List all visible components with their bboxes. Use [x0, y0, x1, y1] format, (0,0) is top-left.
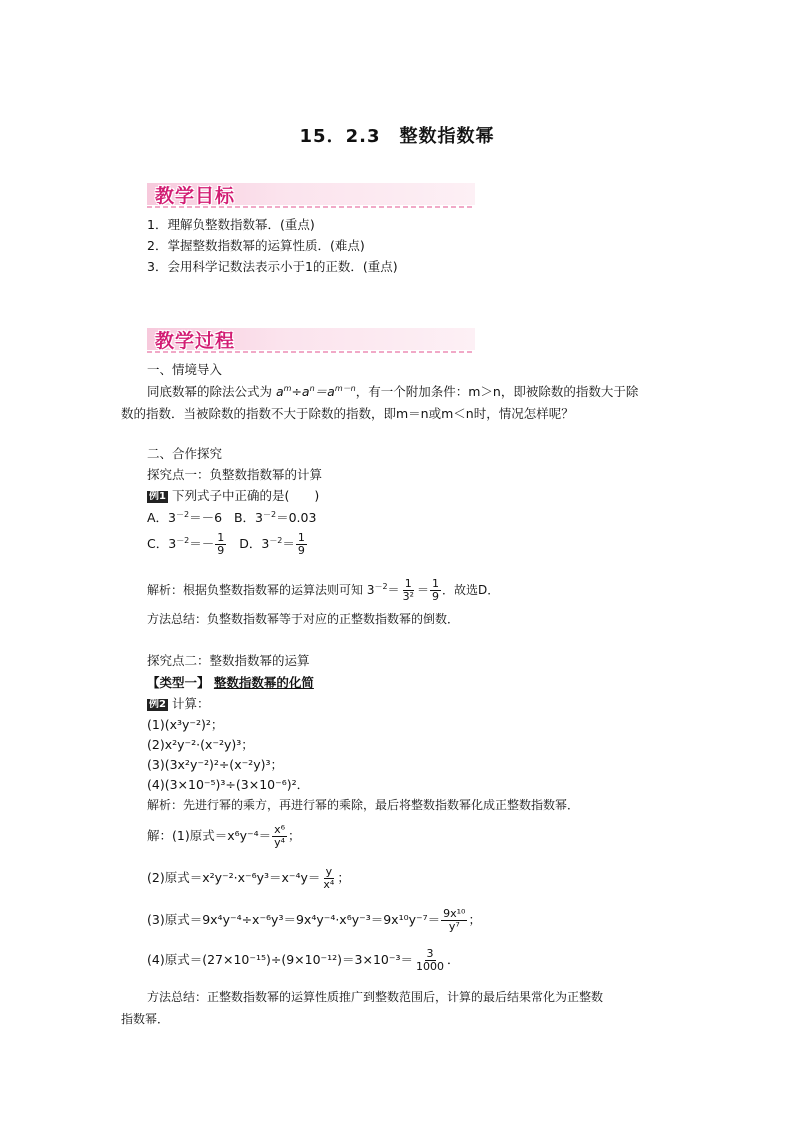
example-1-question: 例1 下列式子中正确的是( ) — [149, 488, 320, 503]
page-title: 15．2.3 整数指数幂 — [299, 126, 495, 147]
goals-banner-label: 教学目标 — [155, 185, 236, 207]
solution-line-3: (3)原式＝9x⁴y⁻⁴÷x⁻⁶y³＝9x⁴y⁻⁴·x⁶y⁻³＝9x¹⁰y⁻⁷＝ $\frac{\text{9x¹⁰}}{\text{y⁷}}$ ； — [147, 907, 481, 934]
example-2-item: (4)(3×10⁻⁵)³÷(3×10⁻⁶)²． — [147, 777, 310, 792]
process-banner — [147, 328, 475, 350]
solution-line-2: (2)原式＝x²y⁻²·x⁻⁶y³＝x⁻⁴y＝ $\frac{y}{\text{x⁴}}$ ； — [147, 865, 350, 892]
section-heading: 一、情境导入 — [147, 362, 223, 377]
type-heading: 【类型一】 整数指数幂的化简 — [147, 675, 314, 690]
example-2-item: (1)(x³y⁻²)²； — [147, 717, 224, 732]
goal-item: 1．理解负整数指数幂．(重点) — [147, 217, 315, 232]
example-1-summary: 方法总结：负整数指数幂等于对应的正整数指数幂的倒数． — [147, 612, 460, 626]
example-badge: 例1 — [149, 491, 166, 502]
goal-item: 2．掌握整数指数幂的运算性质．(难点) — [147, 238, 365, 253]
example-2-summary-line2: 指数幂． — [121, 1012, 170, 1026]
solution-line-1: 解：(1)原式＝x⁶y⁻⁴＝ $\frac{\text{x⁶}}{\text{y⁴}}$ ； — [147, 823, 301, 850]
goal-item: 3．会用科学记数法表示小于1的正数．(重点) — [147, 259, 398, 274]
example-2-question: 例2 计算： — [149, 696, 210, 711]
example-badge: 例2 — [149, 699, 166, 710]
intro-paragraph-line2: 数的指数．当被除数的指数不大于除数的指数，即m＝n或m＜n时，情况怎样呢？ — [121, 406, 574, 421]
example-1-analysis: 解析：根据负整数指数幂的运算法则可知 $3^{-2}=$ $\frac{1}{\text{3²}}$ ＝ $\frac{1}{9}$ ．故选D． — [147, 577, 500, 604]
example-1-options-ab: A．$3^{-2}=-6$ B．$3^{-2}=0.03$ — [147, 510, 317, 525]
solution-line-4: (4)原式＝(27×10⁻¹⁵)÷(9×10⁻¹²)＝3×10⁻³＝ $\frac{3}{1000}$ ． — [147, 947, 460, 974]
example-2-item: (2)x²y⁻²·(x⁻²y)³； — [147, 737, 254, 752]
process-banner-label: 教学过程 — [155, 330, 236, 352]
example-2-summary-line1: 方法总结：正整数指数幂的运算性质推广到整数范围后，计算的最后结果常化为正整数 — [147, 990, 604, 1004]
goals-banner — [147, 183, 475, 205]
example-1-options-cd: C．$3^{-2}=-$ $\frac{1}{9}$ D．$3^{-2}=$ $\frac{1}{9}$ — [147, 531, 305, 558]
explore-point-heading: 探究点一：负整数指数幂的计算 — [147, 467, 323, 482]
example-2-item: (3)(3x²y⁻²)²÷(x⁻²y)³； — [147, 757, 283, 772]
explore-point-heading: 探究点二：整数指数幂的运算 — [147, 653, 310, 668]
example-2-analysis: 解析：先进行幂的乘方，再进行幂的乘除，最后将整数指数幂化成正整数指数幂． — [147, 798, 580, 812]
section-heading: 二、合作探究 — [147, 446, 223, 461]
intro-paragraph-line1: 同底数幂的除法公式为 $a^m\div a^n=a^{m-n}$，有一个附加条件：m＞n，即被除数的指数大于除 — [147, 384, 639, 399]
